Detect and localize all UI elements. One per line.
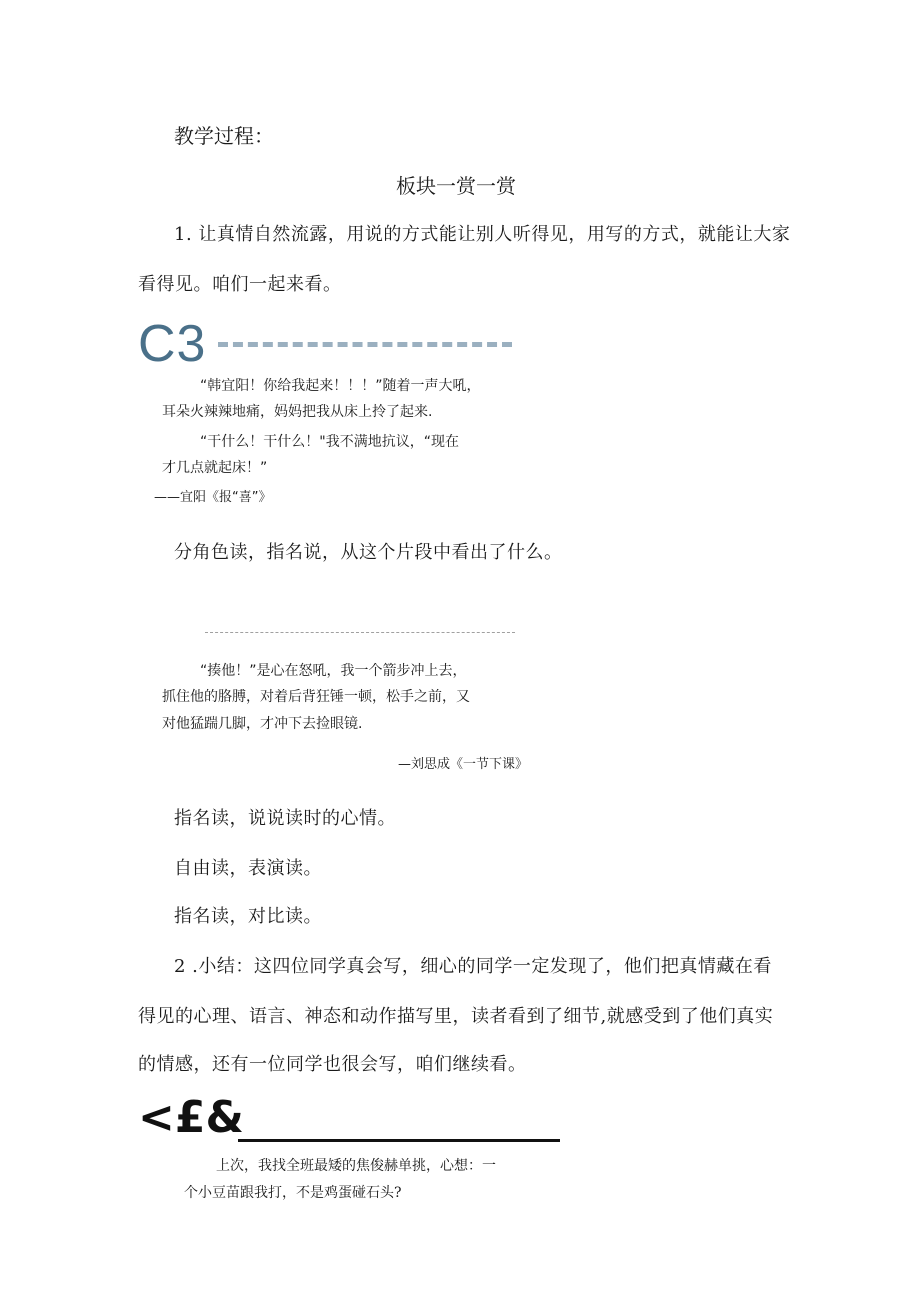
excerpt3-line2: 个小豆苗跟我打，不是鸡蛋碰石头? (184, 1185, 402, 1201)
excerpt1-line3: “干什么！干什么！"我不满地抗议，“现在 (200, 434, 459, 450)
para2-line2: 得见的心理、语言、神态和动作描写里，读者看到了细节,就感受到了他们真实 (138, 1006, 774, 1027)
para2-line3: 的情感，还有一位同学也很会写，咱们继续看。 (138, 1054, 527, 1075)
instruction-role-reading: 分角色读，指名说，从这个片段中看出了什么。 (174, 542, 563, 563)
excerpt1-source: ——宜阳《报“喜”》 (154, 490, 272, 505)
excerpt3-line1: 上次，我找全班最矮的焦俊赫单挑，心想：一 (216, 1158, 496, 1174)
section-title: 板块一赏一赏 (396, 174, 516, 198)
instruction-item: 指名读，说说读时的心情。 (174, 808, 396, 829)
para2-line1: 2 .小结：这四位同学真会写，细心的同学一定发现了，他们把真情藏在看 (174, 956, 772, 977)
excerpt-divider-blue (218, 342, 512, 347)
instruction-item: 自由读，表演读。 (174, 858, 322, 879)
excerpt2-source: —刘思成《一节下课》 (398, 757, 529, 772)
para1-line1: 1. 让真情自然流露，用说的方式能让别人听得见，用写的方式，就能让大家 (174, 224, 791, 245)
para1-line2: 看得见。咱们一起来看。 (138, 274, 342, 295)
excerpt-divider-grey (205, 632, 515, 633)
excerpt2-line1: “揍他！”是心在怒吼，我一个箭步冲上去， (200, 663, 467, 679)
excerpt-marker-c3: C3 (138, 315, 207, 373)
excerpt-divider-solid (238, 1139, 560, 1142)
excerpt1-line4: 才几点就起床！” (162, 460, 268, 476)
excerpt2-line3: 对他猛踹几脚，才冲下去捡眼镜. (162, 716, 363, 732)
excerpt2-line2: 抓住他的胳膊，对着后背狂锤一顿，松手之前，又 (162, 689, 470, 705)
excerpt1-line2: 耳朵火辣辣地痛，妈妈把我从床上拎了起来. (162, 404, 433, 420)
excerpt1-line1: “韩宜阳！你给我起来！！！”随着一声大吼， (200, 378, 481, 394)
instruction-item: 指名读，对比读。 (174, 906, 322, 927)
heading: 教学过程： (174, 124, 274, 148)
excerpt-marker-symbols: <£& (138, 1092, 244, 1143)
